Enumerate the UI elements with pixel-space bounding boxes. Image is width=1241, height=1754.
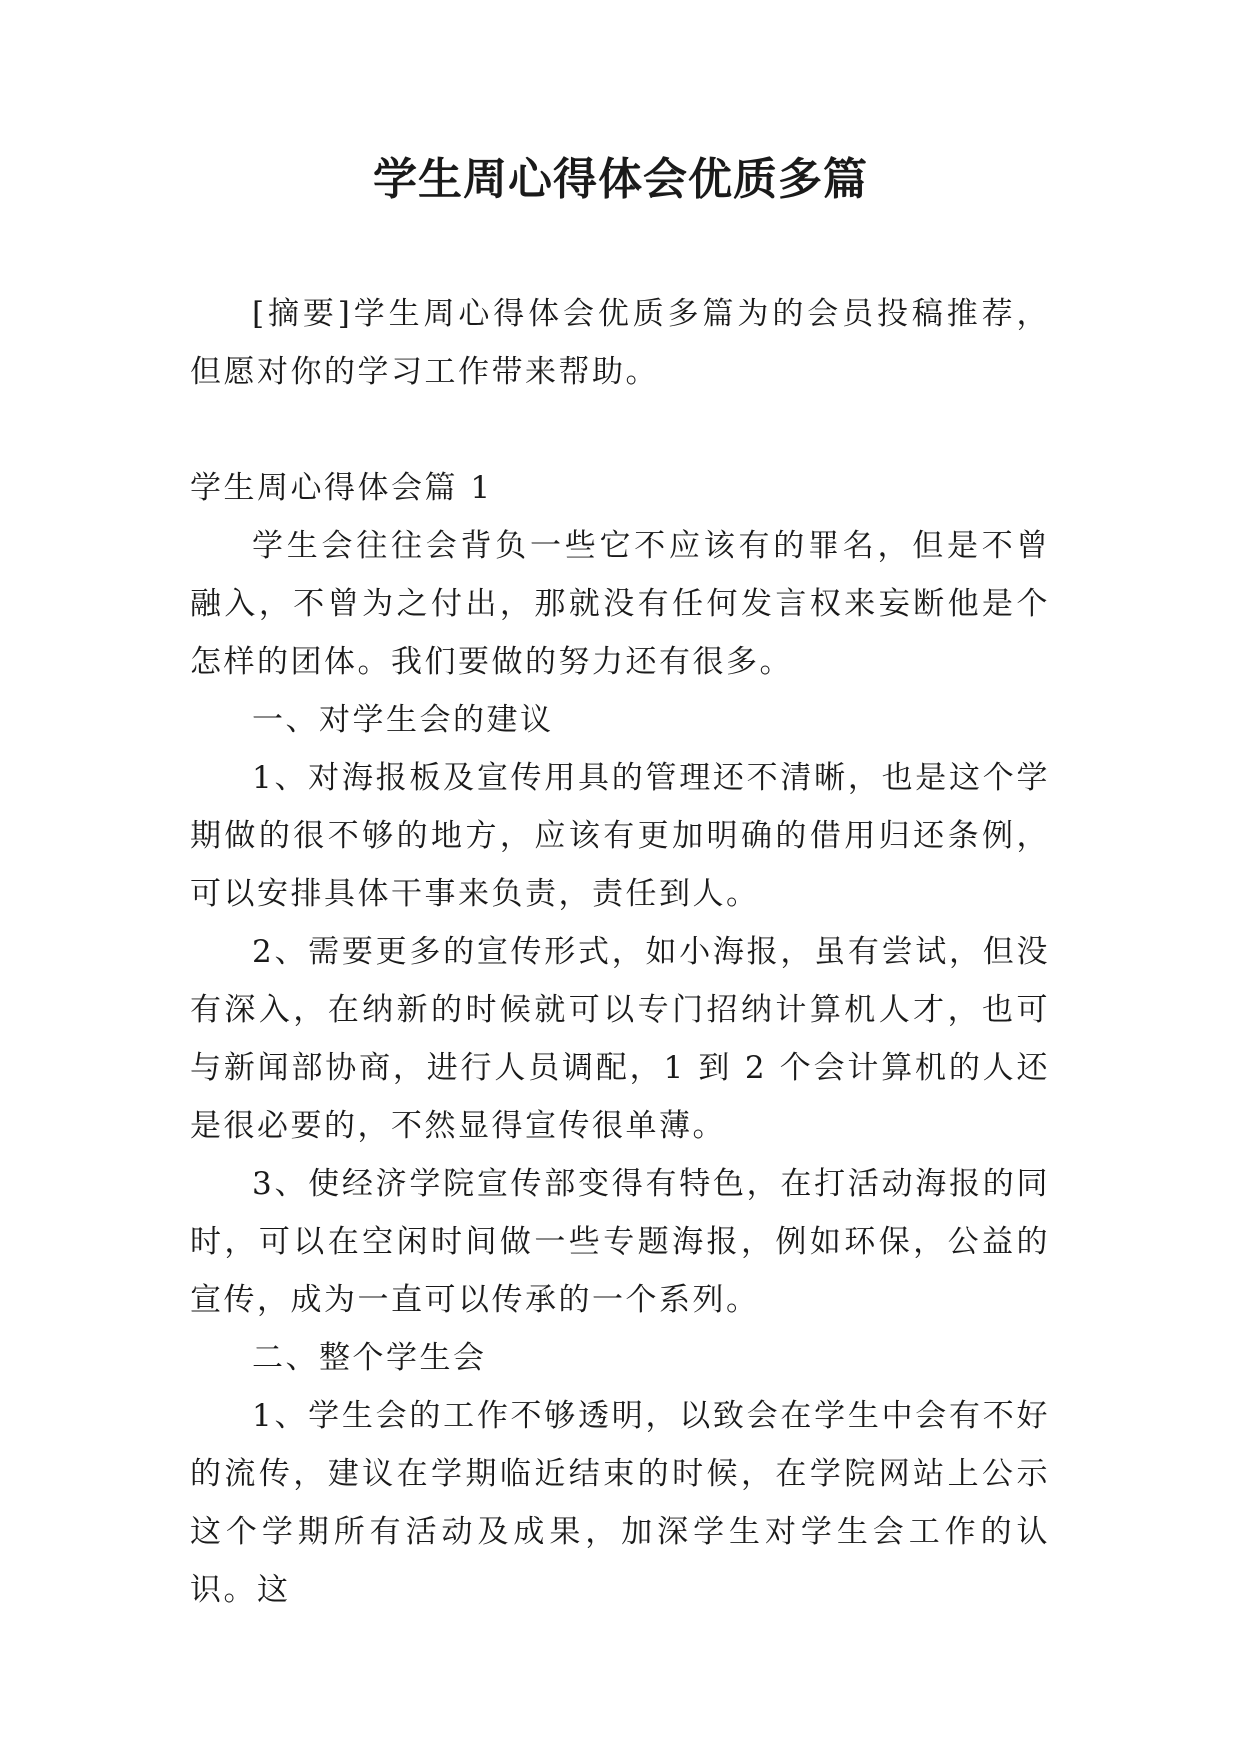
subheading-suggestions: 一、对学生会的建议 [252, 702, 554, 738]
section-heading: 学生周心得体会篇 1 [190, 470, 493, 506]
subheading-student-union: 二、整个学生会 [252, 1340, 487, 1376]
abstract-paragraph: [摘要]学生周心得体会优质多篇为的会员投稿推荐，但愿对你的学习工作带来帮助。 [190, 296, 1050, 390]
body-paragraph: 学生会往往会背负一些它不应该有的罪名，但是不曾融入，不曾为之付出，那就没有任何发言权来妄断他是个怎样的团体。我们要做的努力还有很多。 [190, 528, 1050, 680]
spacer [190, 401, 1050, 459]
document-title: 学生周心得体会优质多篇 [373, 154, 868, 205]
body-paragraph: 1、学生会的工作不够透明，以致会在学生中会有不好的流传，建议在学期临近结束的时候，在学院网站上公示这个学期所有活动及成果，加深学生对学生会工作的认识。这 [190, 1398, 1050, 1608]
body-paragraph: 1、对海报板及宣传用具的管理还不清晰，也是这个学期做的很不够的地方，应该有更加明确的借用归还条例，可以安排具体干事来负责，责任到人。 [190, 760, 1050, 912]
body-paragraph: 2、需要更多的宣传形式，如小海报，虽有尝试，但没有深入，在纳新的时候就可以专门招纳计算机人才，也可与新闻部协商，进行人员调配，1 到 2 个会计算机的人还是很必要的，不然显得宣传很单薄。 [190, 934, 1050, 1144]
body-paragraph: 3、使经济学院宣传部变得有特色，在打活动海报的同时，可以在空闲时间做一些专题海报，例如环保，公益的宣传，成为一直可以传承的一个系列。 [190, 1166, 1050, 1318]
document-body [190, 285, 1050, 1619]
